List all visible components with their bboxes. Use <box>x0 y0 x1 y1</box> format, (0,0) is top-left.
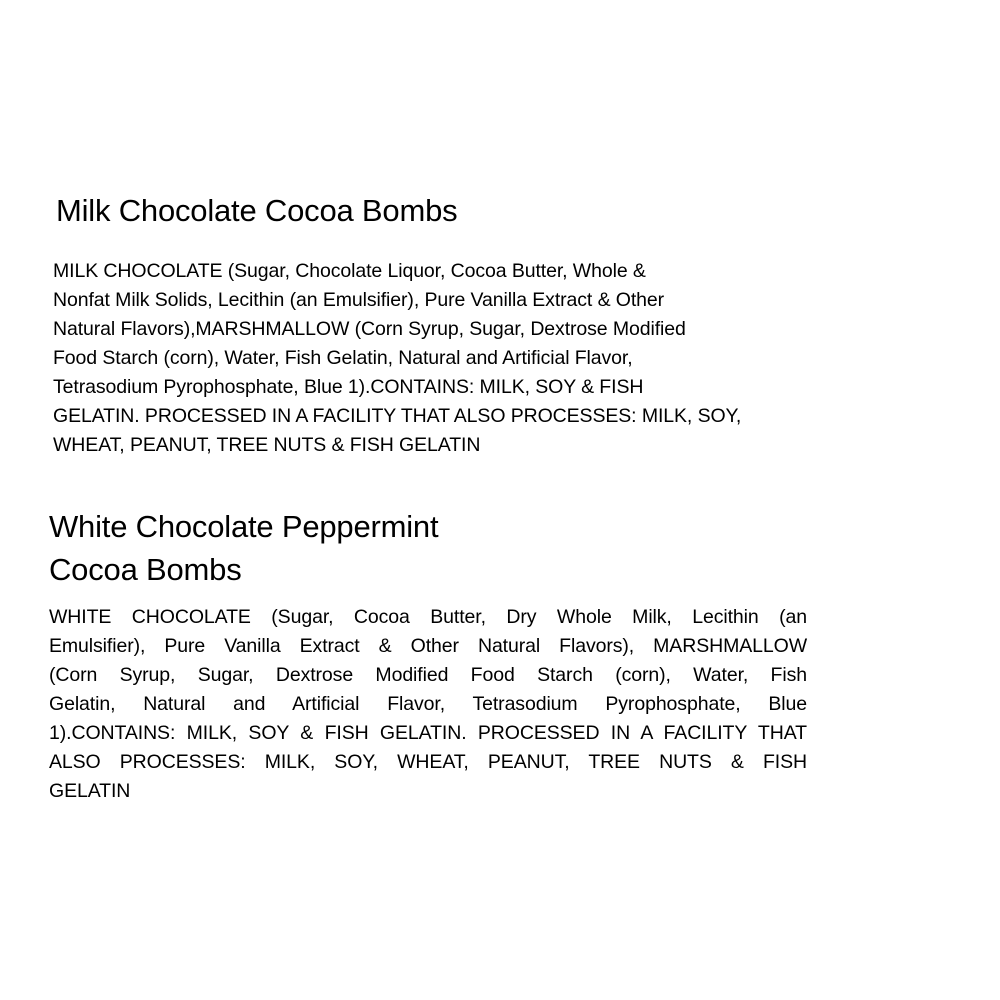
ingredient-line: (Corn Syrup, Sugar, Dextrose Modified Food Starch (corn), Water, Fish <box>49 664 807 686</box>
white-chocolate-ingredients <box>49 603 807 806</box>
ingredient-line: GELATIN <box>49 780 131 802</box>
ingredient-line: Emulsifier), Pure Vanilla Extract & Other Natural Flavors), MARSHMALLOW <box>49 635 807 657</box>
ingredient-line: ALSO PROCESSES: MILK, SOY, WHEAT, PEANUT, TREE NUTS & FISH <box>49 751 807 773</box>
ingredient-line: MILK CHOCOLATE (Sugar, Chocolate Liquor, Cocoa Butter, Whole & <box>53 260 646 282</box>
ingredient-line: WHITE CHOCOLATE (Sugar, Cocoa Butter, Dry Whole Milk, Lecithin (an <box>49 606 807 628</box>
milk-chocolate-ingredients <box>53 257 813 460</box>
ingredient-line: Nonfat Milk Solids, Lecithin (an Emulsifier), Pure Vanilla Extract & Other <box>53 289 665 311</box>
ingredient-line: 1).CONTAINS: MILK, SOY & FISH GELATIN. PROCESSED IN A FACILITY THAT <box>49 722 807 744</box>
ingredient-line: Food Starch (corn), Water, Fish Gelatin, Natural and Artificial Flavor, <box>53 347 633 369</box>
ingredient-line: Natural Flavors),MARSHMALLOW (Corn Syrup, Sugar, Dextrose Modified <box>53 318 686 340</box>
title-line: Cocoa Bombs <box>49 552 242 587</box>
title-line: White Chocolate Peppermint <box>49 509 439 544</box>
white-chocolate-peppermint-title <box>49 505 438 591</box>
ingredient-line: Gelatin, Natural and Artificial Flavor, Tetrasodium Pyrophosphate, Blue <box>49 693 807 715</box>
ingredient-line: Tetrasodium Pyrophosphate, Blue 1).CONTAINS: MILK, SOY & FISH <box>53 376 644 398</box>
ingredient-line: GELATIN. PROCESSED IN A FACILITY THAT ALSO PROCESSES: MILK, SOY, <box>53 405 742 427</box>
ingredient-line: WHEAT, PEANUT, TREE NUTS & FISH GELATIN <box>53 434 481 456</box>
milk-chocolate-title: Milk Chocolate Cocoa Bombs <box>56 193 458 228</box>
